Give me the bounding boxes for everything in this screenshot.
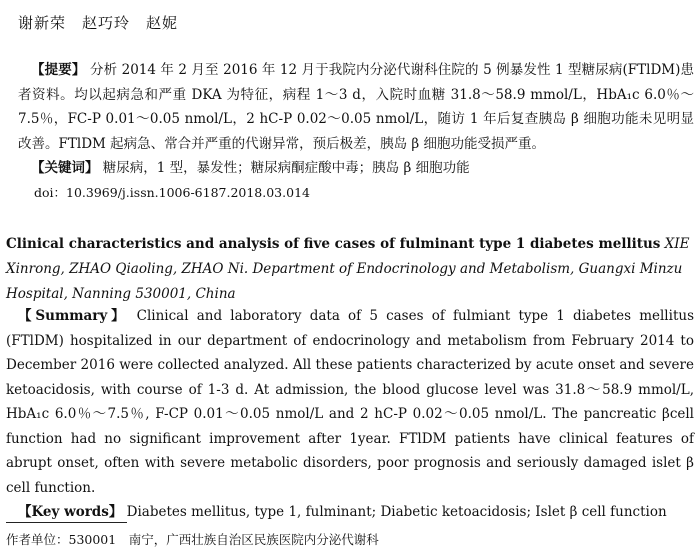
abstract-label: 【提要】 (31, 62, 86, 78)
key-words-text: Diabetes mellitus, type 1, fulminant; Diabetic ketoacidosis; Islet β cell function (126, 504, 667, 520)
author-affiliation-footnote: 作者单位：530001 南宁，广西壮族自治区民族医院内分泌代谢科 (6, 532, 379, 547)
english-title: Clinical characteristics and analysis of five cases of fulminant type 1 diabetes mellitus (6, 236, 661, 252)
doi: doi：10.3969/j.issn.1006-6187.2018.03.014 (34, 184, 310, 200)
abstract-text: 分析 2014 年 2 月至 2016 年 12 月于我院内分泌代谢科住院的 5 例暴发性 1 型糖尿病(FTlDM)患者资料。均以起病急和严重 DKA 为特征，病程 1～3 d，入院时血糖 31.8～58.9 mmol/L，HbA₁c 6.0％～7.5％，FC-P 0.01～0.05 nmol/L，2 hC-P 0.02～0.05 nmol/L，随访 1 年后复查胰岛 β 细胞功能未见明显改善。FTlDM 起病急、常合并严重的代谢异常，预后极差，胰岛 β 细胞功能受损严重。 (18, 62, 695, 152)
authors-chinese: 谢新荣 赵巧玲 赵妮 (18, 14, 179, 32)
footnote-rule (6, 522, 127, 523)
key-words-paragraph (6, 500, 694, 525)
keywords-text: 糖尿病，1 型，暴发性；糖尿病酮症酸中毒；胰岛 β 细胞功能 (102, 160, 470, 176)
keywords-label: 【关键词】 (31, 160, 99, 176)
key-words-label: 【Key words】 (18, 504, 123, 520)
english-authors: XIE Xinrong, ZHAO Qiaoling, ZHAO Ni. Department of Endocrinology and Metabolism, Guangxi Minzu Hospital, Nanning 530001, China (6, 236, 690, 302)
english-heading (6, 232, 694, 307)
summary-text: Clinical and laboratory data of 5 cases of fulmiant type 1 diabetes mellitus (FTlDM) hospitalized in our department of endocrinology and metabolism from February 2014 to December 2016 were collected analyzed. All these patients characterized by acute onset and severe ketoacidosis, with course of 1-3 d. At admission, the blood glucose level was 31.8～58.9 mmol/L, HbA₁c 6.0％～7.5％, F-CP 0.01～0.05 nmol/L and 2 hC-P 0.02～0.05 nmol/L. The pancreatic βcell function had no significant improvement after 1year. FTlDM patients have clinical features of abrupt onset, often with severe metabolic disorders, poor prognosis and seriously damaged islet β cell function. (6, 308, 694, 496)
abstract-paragraph (18, 58, 694, 156)
summary-label: 【Summary】 (18, 308, 129, 324)
summary-paragraph (6, 304, 694, 500)
english-abstract-section (6, 304, 694, 525)
keywords-paragraph (18, 156, 694, 181)
chinese-abstract-section (18, 58, 694, 205)
